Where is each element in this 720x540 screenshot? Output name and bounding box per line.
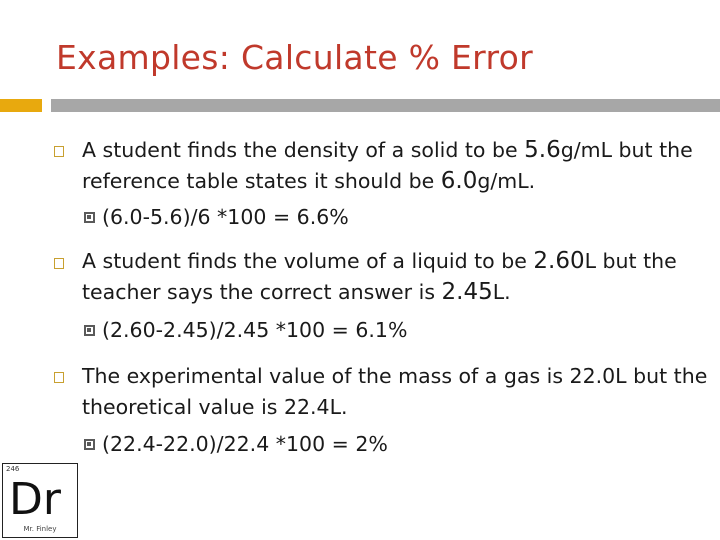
sub-bullet-icon [84, 325, 95, 336]
example-1-part-b: g/mL but the reference table states it should be [82, 138, 693, 193]
sub-bullet-icon [84, 439, 95, 450]
bullet-square-icon [54, 258, 64, 269]
example-1-measured-value: 5.6 [524, 137, 561, 163]
logo-name: Mr. Finley [23, 525, 57, 533]
slide-title: Examples: Calculate % Error [56, 38, 533, 77]
example-2-part-a: A student finds the volume of a liquid to be [82, 249, 534, 273]
example-3-calculation: (22.4-22.0)/22.4 *100 = 2% [102, 432, 388, 456]
example-1-reference-value: 6.0 [440, 168, 478, 194]
example-2-reference-value: 2.45 [441, 279, 493, 305]
example-2-part-c: L. [492, 280, 511, 304]
bullet-square-icon [54, 146, 64, 157]
example-1-calculation: (6.0-5.6)/6 *100 = 6.6% [102, 205, 349, 229]
title-accent-bar [0, 99, 42, 112]
logo-symbol: Dr [9, 474, 61, 525]
example-2-measured-value: 2.60 [533, 248, 585, 274]
title-divider-bar [51, 99, 720, 112]
periodic-element-logo [2, 463, 78, 538]
example-2-part-b: L but the teacher says the correct answer is [82, 249, 677, 304]
example-2-text [82, 246, 712, 308]
example-1-part-c: g/mL. [477, 169, 536, 193]
example-3-text: The experimental value of the mass of a gas is 22.0L but the theoretical value is 22.4L. [82, 364, 708, 419]
bullet-square-icon [54, 372, 64, 383]
example-1-text [82, 135, 712, 197]
example-1-part-a: A student finds the density of a solid to be [82, 138, 525, 162]
logo-atomic-number: 246 [6, 465, 20, 473]
sub-bullet-icon [84, 212, 95, 223]
example-2-calculation: (2.60-2.45)/2.45 *100 = 6.1% [102, 318, 408, 342]
